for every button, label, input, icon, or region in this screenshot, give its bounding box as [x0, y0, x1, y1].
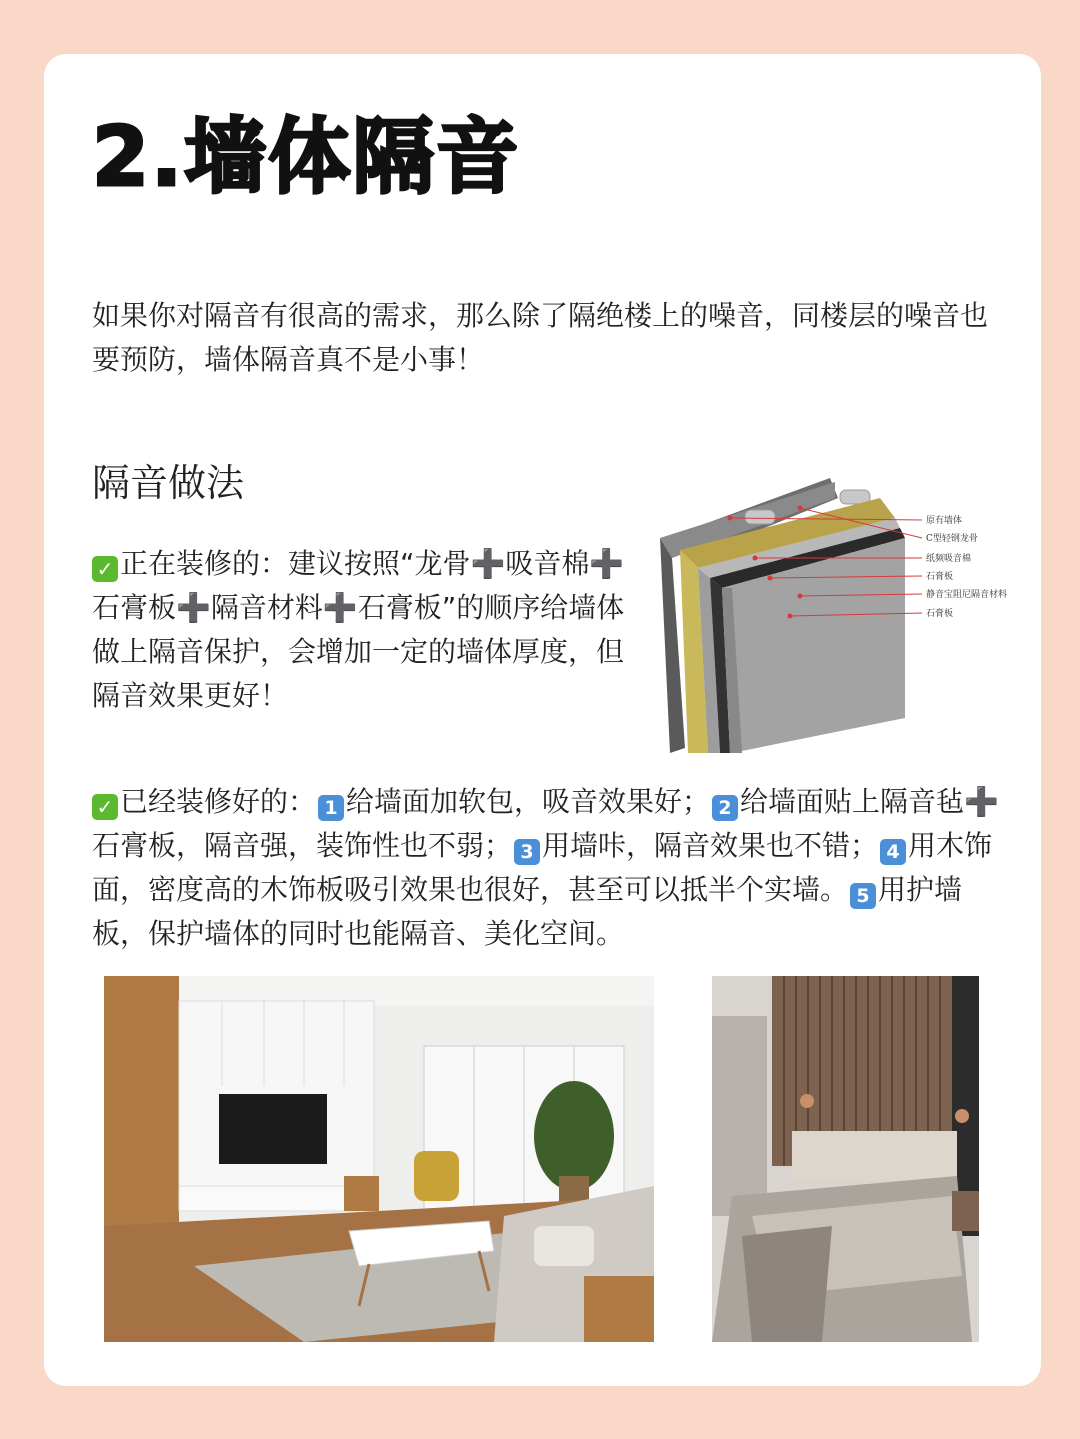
number-5-icon: 5: [850, 883, 876, 909]
intro-paragraph: 如果你对隔音有很高的需求，那么除了隔绝楼上的噪音，同楼层的噪音也要预防，墙体隔音真不是小事！: [92, 299, 989, 376]
section-title: 隔音做法: [92, 461, 245, 505]
number-3-icon: 3: [514, 839, 540, 865]
renovated-paragraph: ✓ 已经装修好的： 1 给墙面加软包，吸音效果好； 2 给墙面贴上隔音毡➕石膏板，隔音强，装饰性也不弱； 3 用墙咔，隔音效果也不错； 4 用木饰面，密度高的木饰板吸引效果也很好，甚至可以抵半个实墙。 5 用护墙板，保护墙体的同时也能隔音、美化空间。: [92, 785, 999, 950]
page-title: 2.墙体隔音: [92, 110, 521, 205]
renovating-paragraph: ✓ 正在装修的：建议按照“龙骨➕吸音棉➕石膏板➕隔音材料➕石膏板”的顺序给墙体做上隔音保护，会增加一定的墙体厚度，但隔音效果更好！: [92, 547, 625, 712]
living-room-photo: [104, 976, 654, 1342]
diagram-label: 纸频吸音棉: [926, 554, 972, 564]
diagram-label: 静音宝阻尼隔音材料: [926, 590, 1008, 600]
number-2-icon: 2: [712, 795, 738, 821]
diagram-label: 石膏板: [926, 609, 954, 619]
wall-layer-diagram: [650, 468, 1035, 758]
plus-icon: ➕: [470, 547, 506, 580]
diagram-label: C型轻钢龙骨: [926, 534, 978, 544]
check-mark-icon: ✓: [92, 556, 118, 582]
plus-icon: ➕: [964, 785, 999, 818]
plus-icon: ➕: [589, 547, 625, 580]
bedroom-photo: [712, 976, 979, 1342]
number-1-icon: 1: [318, 795, 344, 821]
diagram-label: 原有墙体: [926, 516, 963, 526]
steel-stud: [745, 510, 775, 524]
plus-icon: ➕: [322, 591, 358, 624]
diagram-label: 石膏板: [926, 572, 954, 582]
check-mark-icon: ✓: [92, 794, 118, 820]
plus-icon: ➕: [176, 591, 211, 624]
number-4-icon: 4: [880, 839, 906, 865]
